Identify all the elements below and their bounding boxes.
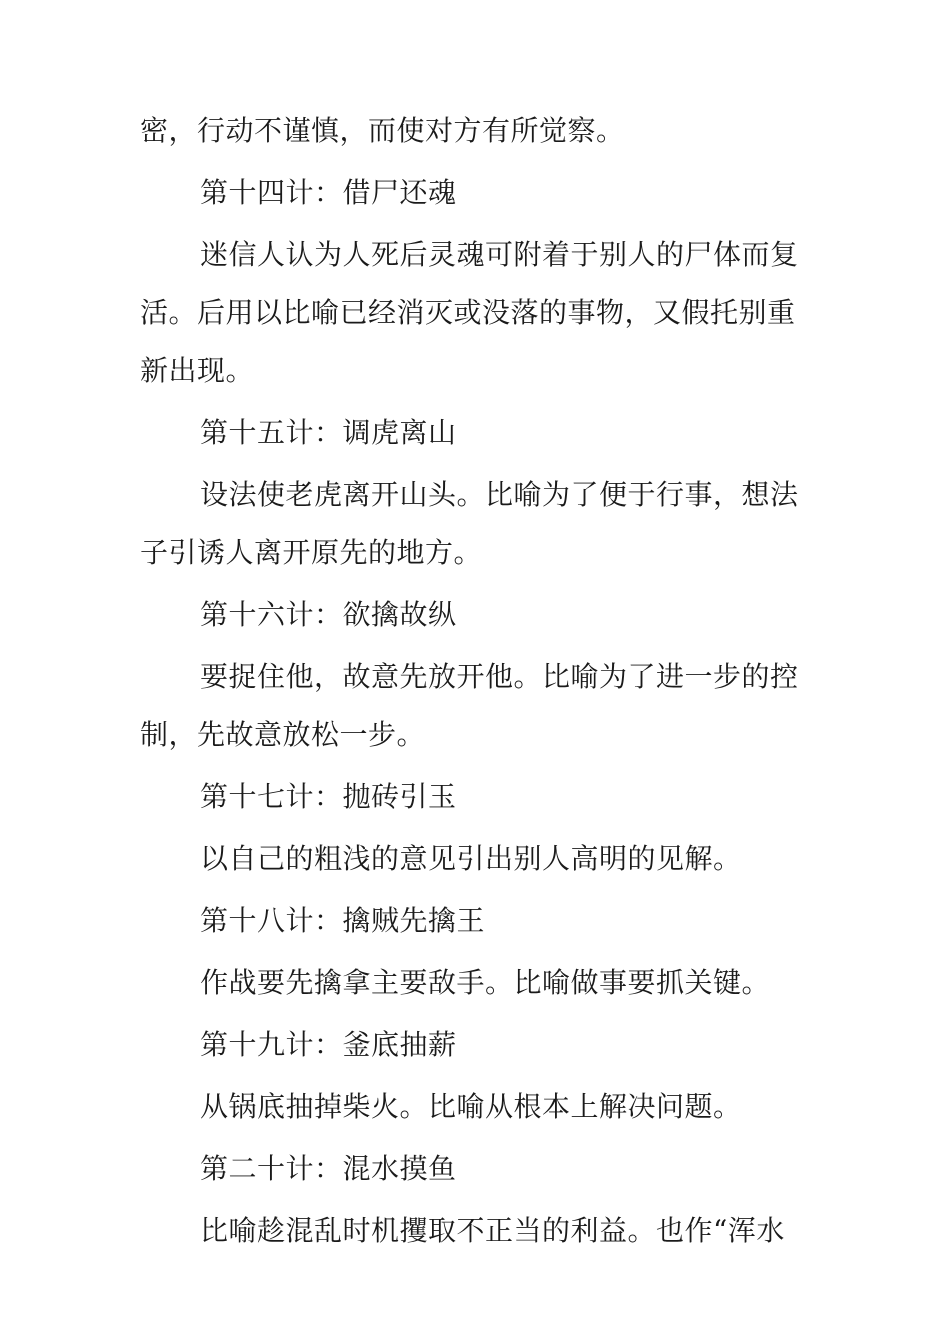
paragraph-line: 设法使老虎离开山头。比喻为了便于行事，想法	[200, 478, 799, 511]
paragraph-line: 要捉住他，故意先放开他。比喻为了进一步的控	[200, 660, 799, 693]
paragraph-line: 子引诱人离开原先的地方。	[140, 536, 483, 569]
paragraph-line: 作战要先擒拿主要敌手。比喻做事要抓关键。	[200, 966, 771, 999]
paragraph-line: 比喻趁混乱时机攫取不正当的利益。也作“浑水	[200, 1214, 785, 1247]
stratagem-heading: 第十四计：借尸还魂	[200, 176, 457, 209]
paragraph-line: 新出现。	[140, 354, 255, 387]
stratagem-heading: 第二十计：混水摸鱼	[200, 1152, 457, 1185]
paragraph-line: 从锅底抽掉柴火。比喻从根本上解决问题。	[200, 1090, 742, 1123]
stratagem-heading: 第十九计：釜底抽薪	[200, 1028, 457, 1061]
paragraph-line: 以自己的粗浅的意见引出别人高明的见解。	[200, 842, 742, 875]
stratagem-heading: 第十八计：擒贼先擒王	[200, 904, 486, 937]
paragraph-line: 迷信人认为人死后灵魂可附着于别人的尸体而复	[200, 238, 799, 271]
paragraph-line: 制，先故意放松一步。	[140, 718, 426, 751]
document-body	[140, 102, 808, 1260]
paragraph-line: 活。后用以比喻已经消灭或没落的事物，又假托别重	[140, 296, 796, 329]
stratagem-heading: 第十五计：调虎离山	[200, 416, 457, 449]
stratagem-heading: 第十七计：抛砖引玉	[200, 780, 457, 813]
paragraph-line: 密，行动不谨慎，而使对方有所觉察。	[140, 114, 625, 147]
stratagem-heading: 第十六计：欲擒故纵	[200, 598, 457, 631]
